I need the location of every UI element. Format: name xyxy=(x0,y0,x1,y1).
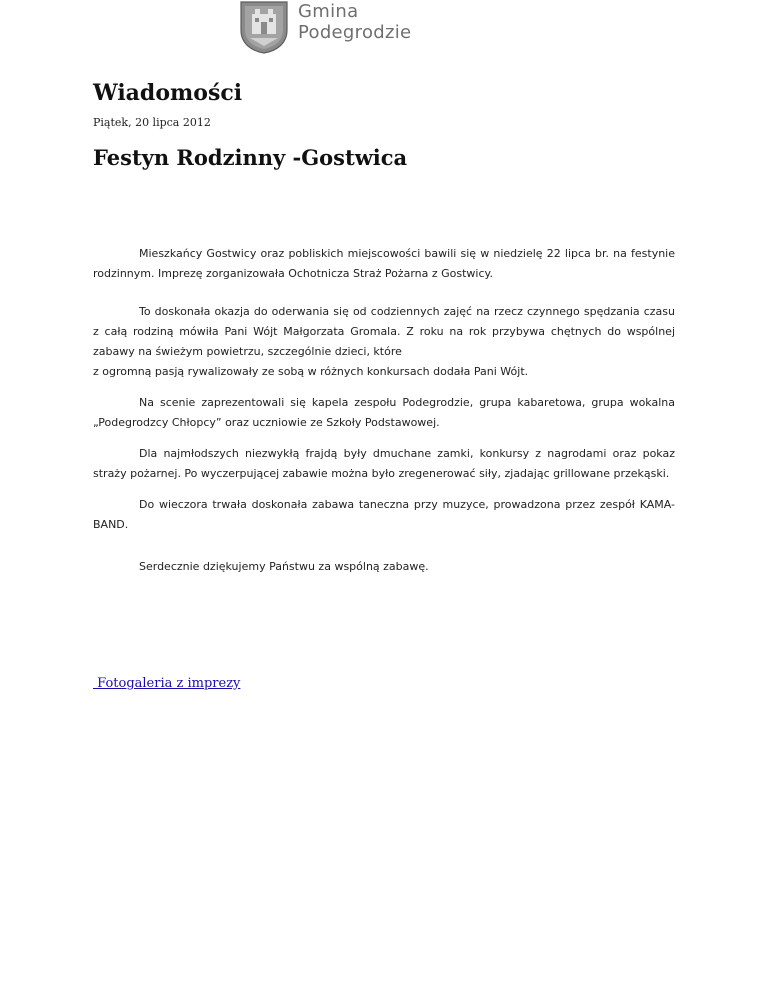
article-paragraph: To doskonała okazja do oderwania się od codziennych zajęć na rzecz czynnego spędzania czasu z całą rodziną mówiła Pani Wójt Małgorzata Gromala. Z roku na rok przybywa chętnych do wspólnej zabawy na świeżym powietrzu, szczególnie dzieci, które xyxy=(93,305,675,358)
article-paragraph: Serdecznie dziękujemy Państwu za wspólną zabawę. xyxy=(139,560,429,573)
coat-of-arms-icon[interactable] xyxy=(238,0,290,54)
article-paragraph: Na scenie zaprezentowali się kapela zespołu Podegrodzie, grupa kabaretowa, grupa wokalna „Podegrodzcy Chłopcy” oraz uczniowie ze Szkoły Podstawowej. xyxy=(93,396,675,429)
article-paragraph: Dla najmłodszych niezwykłą frajdą były dmuchane zamki, konkursy z nagrodami oraz pokaz straży pożarnej. Po wyczerpującej zabawie można było zregenerować siły, zjadając grillowane przekąski. xyxy=(93,447,675,480)
photo-gallery-link[interactable]: Fotogaleria z imprezy xyxy=(93,676,241,691)
article-body xyxy=(93,244,675,577)
section-heading: Wiadomości xyxy=(93,80,243,106)
article-title: Festyn Rodzinny -Gostwica xyxy=(93,145,408,170)
article-paragraph: Do wieczora trwała doskonała zabawa taneczna przy muzyce, prowadzona przez zespół KAMA-BAND. xyxy=(93,498,675,531)
article-paragraph: Mieszkańcy Gostwicy oraz pobliskich miejscowości bawili się w niedzielę 22 lipca br. na festynie rodzinnym. Imprezę zorganizowała Ochotnicza Straż Pożarna z Gostwicy. xyxy=(93,247,675,280)
brand-line-name: Podegrodzie xyxy=(298,22,412,43)
main-content xyxy=(93,78,675,577)
site-brand[interactable] xyxy=(298,1,411,43)
article-date: Piątek, 20 lipca 2012 xyxy=(93,116,211,129)
brand-line-gmina: Gmina xyxy=(298,1,359,22)
site-header xyxy=(238,0,411,56)
article-paragraph: z ogromną pasją rywalizowały ze sobą w różnych konkursach dodała Pani Wójt. xyxy=(93,365,529,378)
